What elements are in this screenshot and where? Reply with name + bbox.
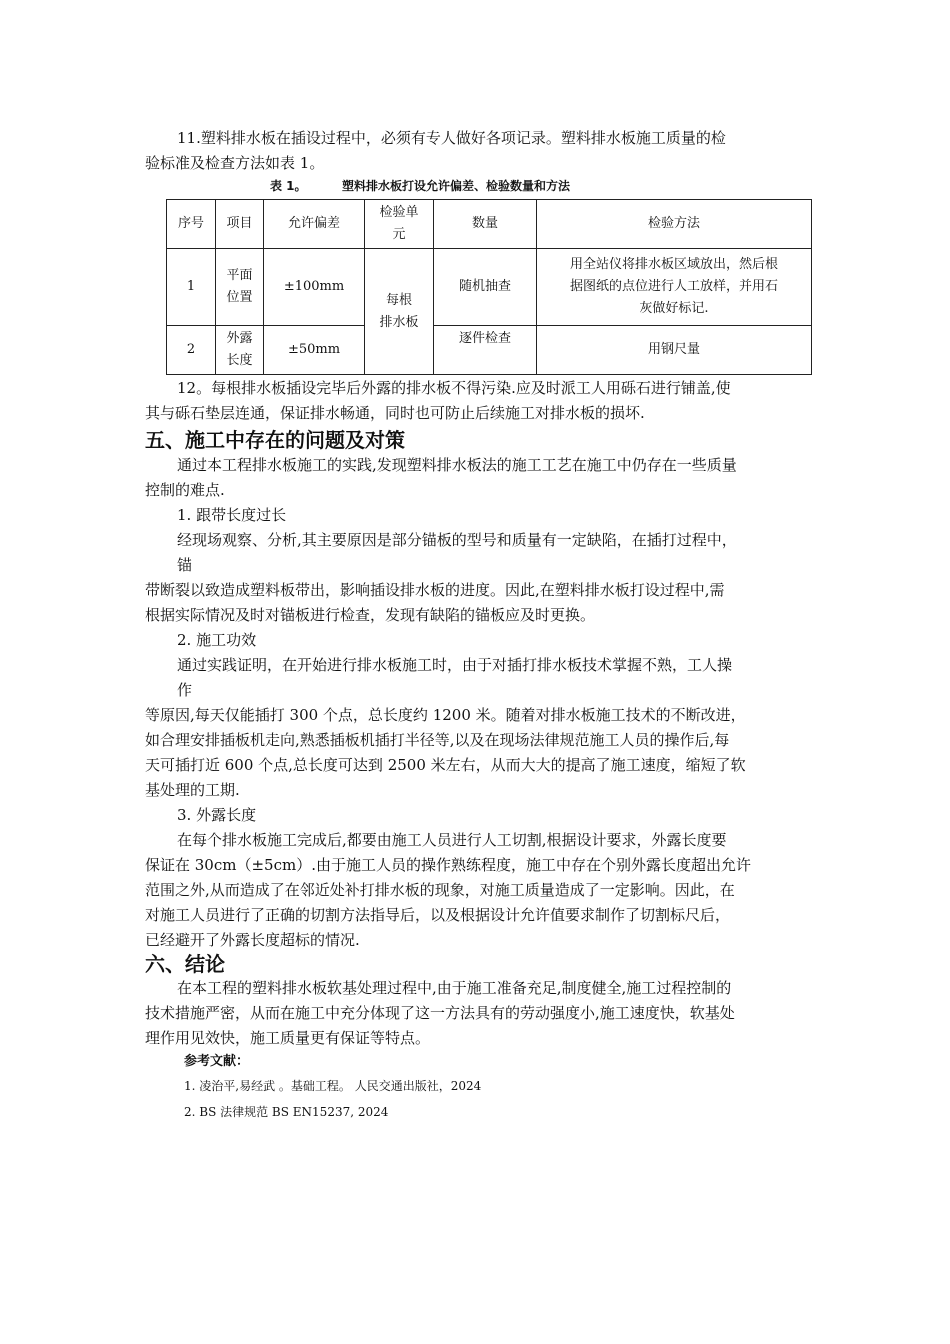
item-1-line-1: 经现场观察、分析,其主要原因是部分锚板的型号和质量有一定缺陷，在插打过程中， [177,531,737,549]
references-title: 参考文献： [184,1054,250,1069]
para-11-line-2: 验标准及检查方法如表 1。 [145,154,325,172]
item-3-line-4: 对施工人员进行了正确的切割方法指导后，以及根据设计允许值要求制作了切割标尺后， [145,906,731,924]
item-2-line-6: 基处理的工期. [145,781,240,799]
header-quantity: 数量 [434,200,537,249]
para-12-line-1: 12。每根排水板插设完毕后外露的排水板不得污染.应及时派工人用砾石进行铺盖,使 [177,379,731,397]
row-1-method-line-2: 据图纸的点位进行人工放样，并用石 [569,279,778,294]
item-1-title: 1. 跟带长度过长 [177,506,287,524]
row-1-quantity: 随机抽查 [434,249,537,326]
row-1-method [537,249,812,326]
row-2-method: 用钢尺量 [537,326,812,375]
item-2-line-5: 天可插打近 600 个点,总长度可达到 2500 米左右，从而大大的提高了施工速度，缩短了软 [145,756,746,774]
header-tolerance: 允许偏差 [264,200,365,249]
reference-item: 1. 凌治平,易经武 。基础工程。 人民交通出版社，2024 [184,1079,482,1093]
unit-line-2: 排水板 [379,314,419,330]
item-1-line-2: 锚 [177,556,193,574]
para-12-line-2: 其与砾石垫层连通，保证排水畅通，同时也可防止后续施工对排水板的损坏. [145,404,645,422]
row-2-item-line-1: 外露 [226,331,253,346]
item-2-line-2: 作 [177,681,193,699]
row-2-item-line-2: 长度 [226,353,253,368]
item-3-line-3: 范围之外,从而造成了在邻近处补打排水板的现象，对施工质量造成了一定影响。因此，在 [145,881,735,899]
table-row [167,249,812,326]
header-unit-line-1: 检验单 [379,205,419,220]
row-2-quantity: 逐件检查 [434,326,537,375]
row-2-item [216,326,264,375]
header-unit [365,200,434,249]
item-1-line-4: 根据实际情况及时对锚板进行检查，发现有缺陷的锚板应及时更换。 [145,606,596,624]
section-5-heading: 五、施工中存在的问题及对策 [145,428,405,452]
section-6-heading: 六、结论 [145,952,225,976]
section-5-intro-line-1: 通过本工程排水板施工的实践,发现塑料排水板法的施工工艺在施工中仍存在一些质量 [177,456,737,474]
item-2-line-1: 通过实践证明，在开始进行排水板施工时，由于对插打排水板技术掌握不熟，工人操 [177,656,733,674]
unit-line-1: 每根 [385,292,412,308]
item-3-line-5: 已经避开了外露长度超标的情况. [145,931,360,949]
header-method: 检验方法 [537,200,812,249]
table-header-row [167,200,812,249]
row-1-method-line-1: 用全站仪将排水板区域放出，然后根 [569,257,778,272]
item-3-title: 3. 外露长度 [177,806,257,824]
header-unit-line-2: 元 [392,227,406,242]
table-caption-title: 塑料排水板打设允许偏差、检验数量和方法 [342,179,571,193]
header-item: 项目 [216,200,264,249]
row-1-tolerance: ±100mm [264,249,365,326]
section-6-line-1: 在本工程的塑料排水板软基处理过程中,由于施工准备充足,制度健全,施工过程控制的 [177,979,732,997]
row-1-method-line-3: 灰做好标记. [639,301,709,316]
para-11-line-1: 11.塑料排水板在插设过程中，必须有专人做好各项记录。塑料排水板施工质量的检 [177,129,726,147]
row-2-tolerance: ±50mm [264,326,365,375]
item-2-line-4: 如合理安排插板机走向,熟悉插板机插打半径等,以及在现场法律规范施工人员的操作后,每 [145,731,730,749]
row-1-no: 1 [167,249,216,326]
item-3-line-1: 在每个排水板施工完成后,都要由施工人员进行人工切割,根据设计要求，外露长度要 [177,831,727,849]
row-1-item [216,249,264,326]
item-1-line-3: 带断裂以致造成塑料板带出，影响插设排水板的进度。因此,在塑料排水板打设过程中,需 [145,581,725,599]
header-no: 序号 [167,200,216,249]
item-2-line-3: 等原因,每天仅能插打 300 个点，总长度约 1200 米。随着对排水板施工技术的不断改进， [145,706,746,724]
inspection-unit-cell [365,249,434,375]
tolerance-table [166,199,812,375]
row-1-item-line-2: 位置 [226,290,253,305]
row-1-item-line-1: 平面 [226,268,253,283]
item-2-title: 2. 施工功效 [177,631,257,649]
reference-item: 2. BS 法律规范 BS EN15237, 2024 [184,1105,389,1119]
table-row [167,326,812,375]
section-6-line-2: 技术措施严密，从而在施工中充分体现了这一方法具有的劳动强度小,施工速度快，软基处 [145,1004,735,1022]
section-6-line-3: 理作用见效快，施工质量更有保证等特点。 [145,1029,431,1047]
table-caption-label: 表 1。 [270,179,307,193]
row-2-no: 2 [167,326,216,375]
item-3-line-2: 保证在 30cm（±5cm）.由于施工人员的操作熟练程度，施工中存在个别外露长度超出允许 [145,856,751,874]
section-5-intro-line-2: 控制的难点. [145,481,225,499]
